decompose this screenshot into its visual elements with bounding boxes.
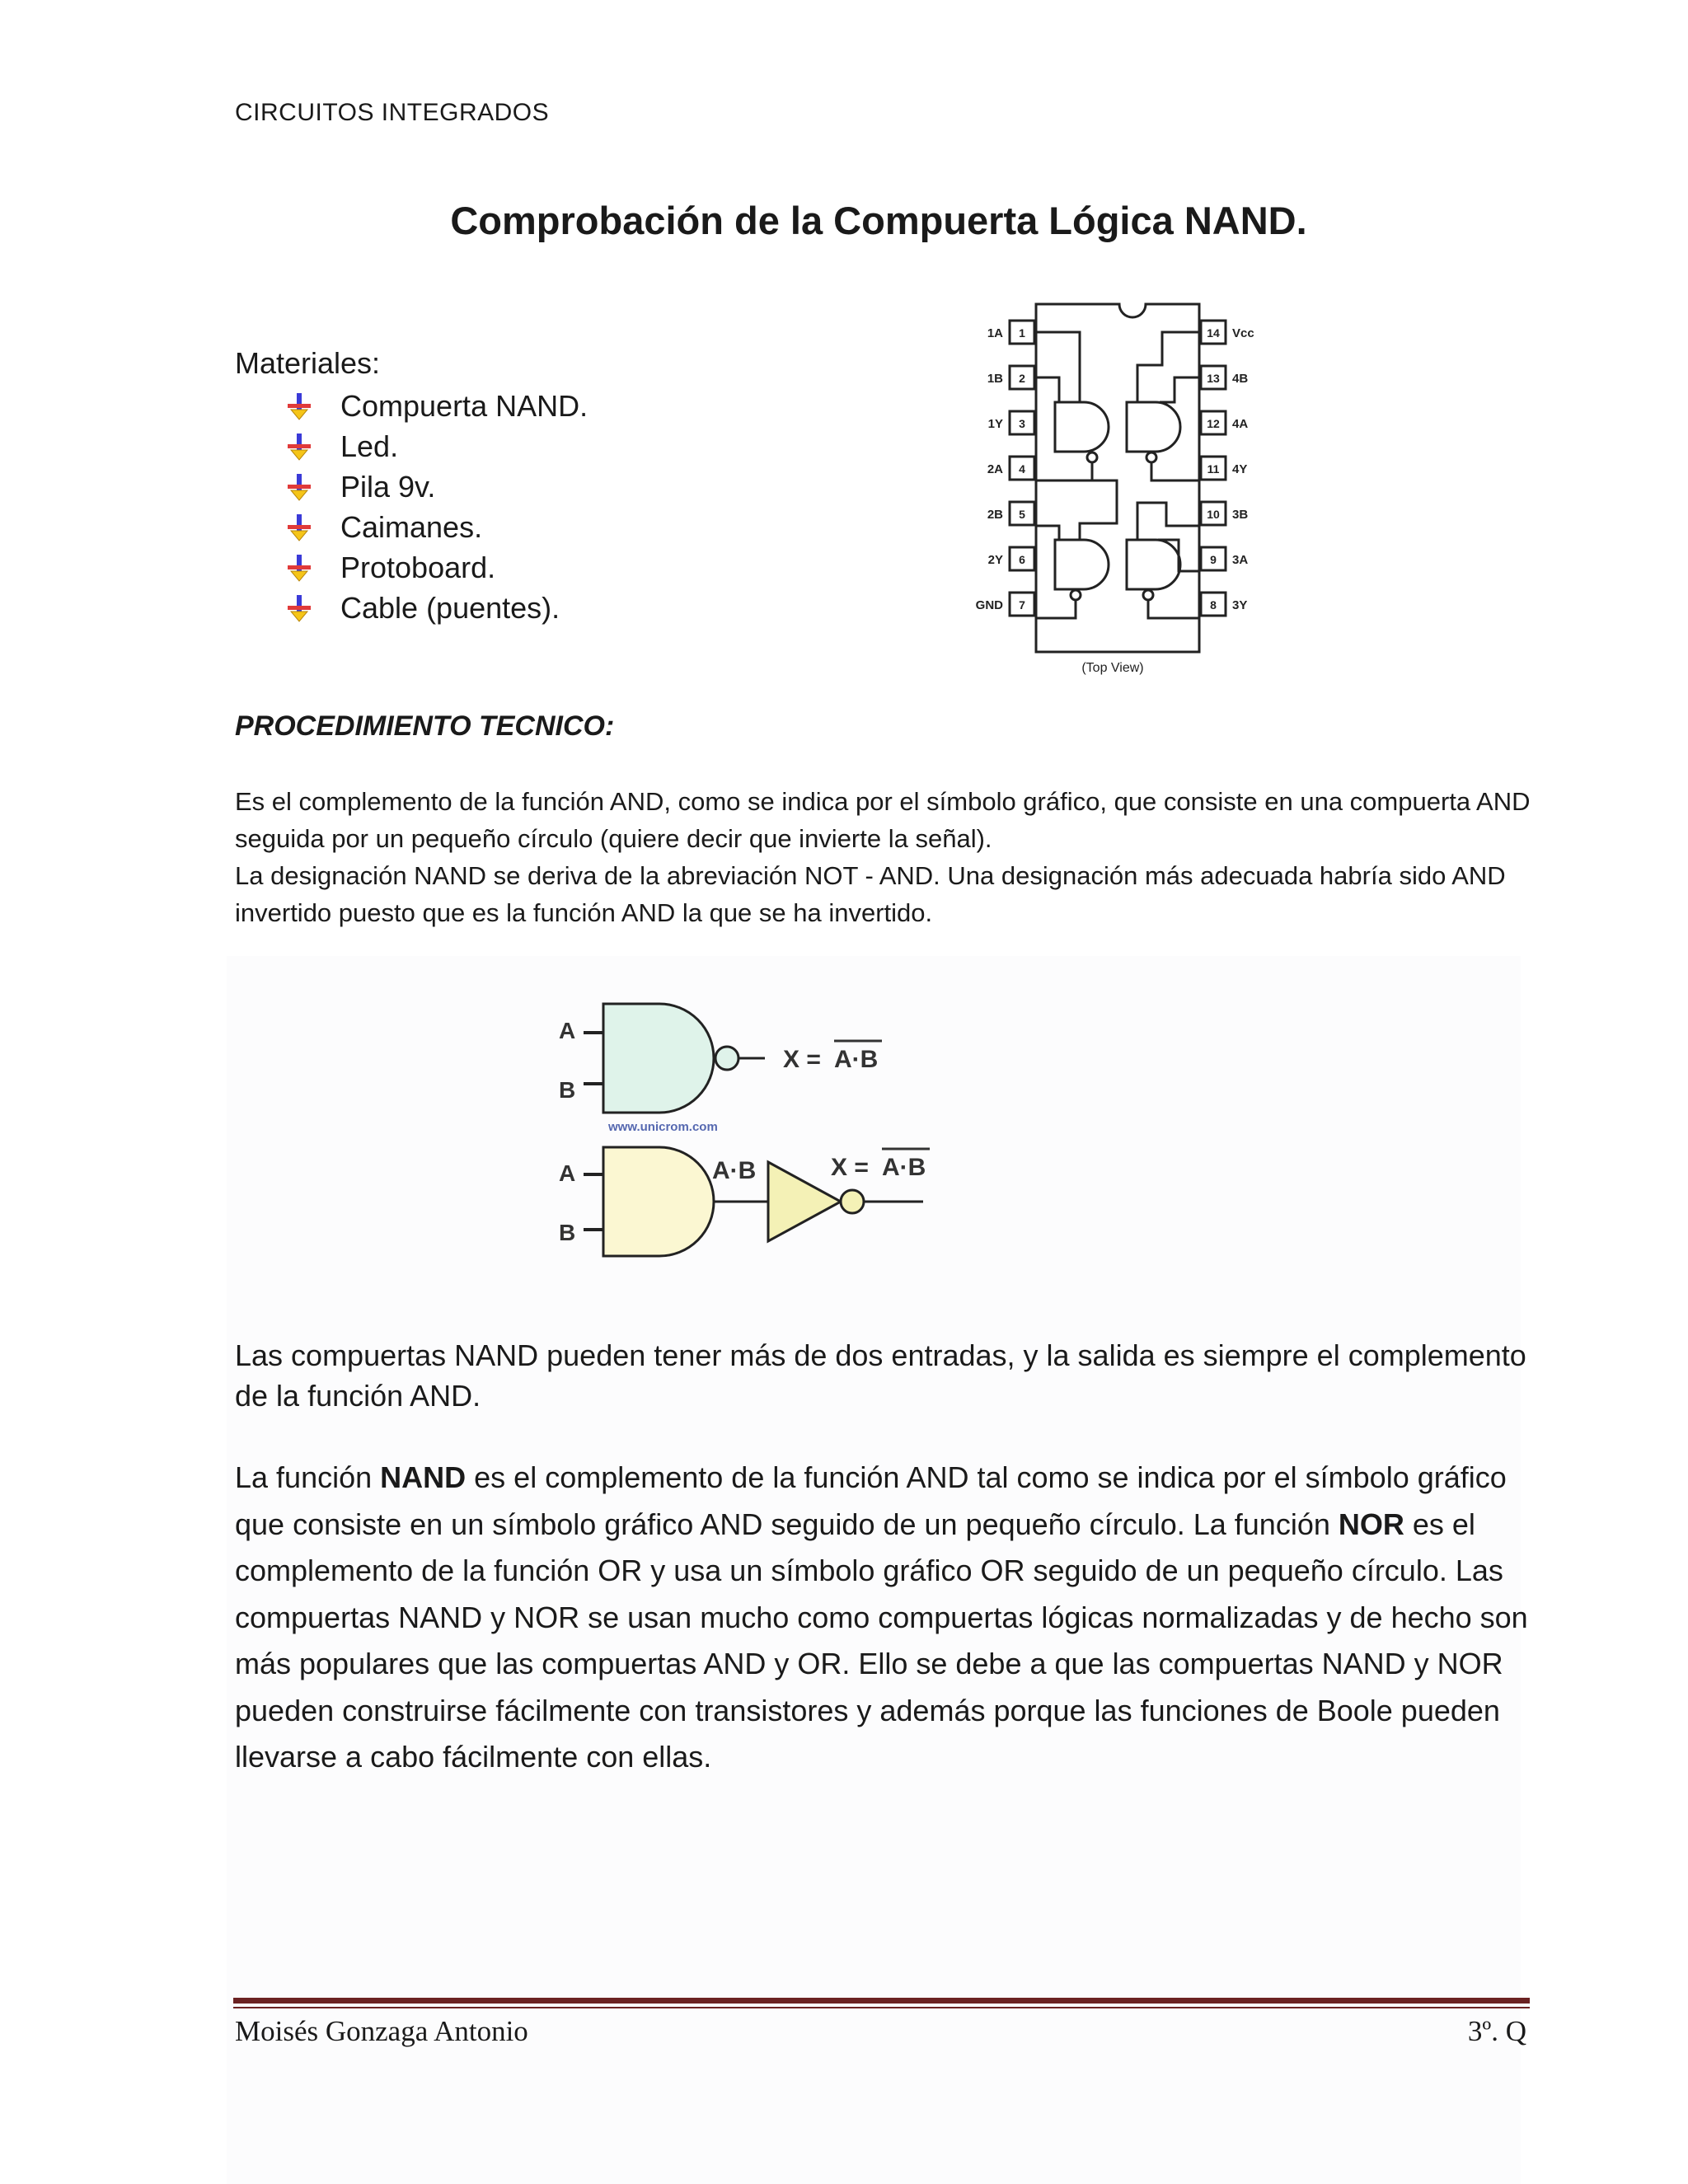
ic-pin-label: 1Y — [987, 417, 1003, 431]
right-pin-group — [1201, 321, 1254, 616]
ic-pin — [1201, 411, 1248, 434]
ic-pin-label: 1B — [987, 372, 1003, 386]
ic-pin-number: 2 — [1019, 372, 1025, 385]
ic-pin — [1201, 457, 1247, 480]
procedure-paragraph-1: Es el complemento de la función AND, como se indica por el símbolo gráfico, que consiste en una compuerta AND seguida por un pequeño círculo (quiere decir que invierte la señal). — [235, 787, 1531, 853]
ic-pin — [1201, 502, 1248, 525]
ic-pin-number: 7 — [1019, 598, 1025, 612]
and-gate-body — [603, 1147, 714, 1256]
ic-pin-label: 4B — [1232, 372, 1249, 386]
materials-item-label: Caimanes. — [340, 510, 483, 544]
materials-item-label: Pila 9v. — [340, 470, 436, 504]
and-input-b-label: B — [559, 1220, 576, 1245]
ic-pin — [976, 593, 1034, 616]
ic-7400-pinout-diagram — [952, 293, 1298, 680]
nand-gate-body — [603, 1004, 714, 1113]
ic-pin-label: 2A — [987, 462, 1003, 476]
ic-pin — [987, 366, 1034, 389]
page-header: CIRCUITOS INTEGRADOS — [235, 99, 550, 126]
arrow-down-bullet-icon — [284, 472, 314, 502]
materials-item — [284, 386, 588, 426]
arrow-down-bullet-icon — [284, 432, 314, 462]
not-gate-triangle — [768, 1162, 841, 1241]
procedure-paragraph-2: La designación NAND se deriva de la abreviación NOT - AND. Una designación más adecuada habría sido AND invertido puesto que es la función AND la que se ha invertido. — [235, 861, 1506, 927]
text-run: es el complemento de la función OR y usa un símbolo gráfico OR seguido de un pequeño círculo. Las compuertas NAND y NOR se usan mucho como compuertas lógicas normalizadas y de hecho son más populares que las compuertas AND y OR. Ello se debe a que las compuertas NAND y NOR pueden construirse fácilmente con transistores y además porque las funciones de Boole pueden llevarse a cabo fácilmente con ellas. — [235, 1507, 1528, 1774]
ic-pin-number: 3 — [1019, 417, 1025, 430]
ic-pin — [1201, 547, 1248, 570]
ic-pin — [1201, 366, 1248, 389]
ic-pin-number: 4 — [1019, 462, 1025, 476]
footer-rule-thick — [233, 1998, 1530, 2004]
ic-pin-label: 3A — [1232, 553, 1249, 567]
materials-item-label: Protoboard. — [340, 551, 496, 584]
ic-pin — [988, 411, 1034, 434]
ic-pin-label: 1A — [987, 326, 1003, 340]
ic-pin-number: 10 — [1207, 508, 1220, 521]
and-not-expression-prefix: X = — [831, 1154, 869, 1181]
procedure-text — [235, 783, 1554, 931]
nand-input-b-label: B — [559, 1077, 576, 1103]
bold-nand: NAND — [380, 1460, 467, 1494]
ic-pin — [1201, 321, 1254, 344]
ic-pin — [988, 547, 1034, 570]
procedure-heading: PROCEDIMIENTO TECNICO: — [235, 710, 615, 742]
nand-inversion-bubble — [715, 1047, 738, 1070]
ic-pin — [987, 321, 1034, 344]
not-inversion-bubble — [841, 1190, 864, 1213]
arrow-down-bullet-icon — [284, 513, 314, 542]
nand-expression-prefix: X = — [783, 1046, 821, 1073]
ic-pin-label: 4Y — [1232, 462, 1248, 476]
ic-pin-number: 13 — [1207, 372, 1220, 385]
materials-item-label: Cable (puentes). — [340, 591, 560, 625]
ic-pin-label: 2B — [987, 508, 1003, 522]
materials-item — [284, 466, 588, 507]
ic-pin-label: 2Y — [987, 553, 1003, 567]
watermark-text: www.unicrom.com — [608, 1120, 718, 1134]
text-run: es el complemento de la función AND tal como se indica por el símbolo gráfico que consiste en un símbolo gráfico AND seguido de un pequeño círculo. La función — [235, 1460, 1507, 1541]
arrow-down-bullet-icon — [284, 391, 314, 421]
materials-item — [284, 426, 588, 466]
ic-pin-number: 8 — [1210, 598, 1217, 612]
ic-pin — [1201, 593, 1247, 616]
bold-nor: NOR — [1338, 1507, 1404, 1541]
ic-pin — [987, 457, 1034, 480]
ic-pin — [987, 502, 1034, 525]
text-run: La función — [235, 1460, 381, 1494]
ic-pin-number: 5 — [1019, 508, 1025, 521]
materials-item — [284, 507, 588, 547]
and-input-a-label: A — [559, 1160, 576, 1186]
ic-pin-number: 11 — [1207, 462, 1220, 476]
arrow-down-bullet-icon — [284, 553, 314, 583]
and-output-label: A·B — [712, 1157, 757, 1184]
and-not-expression-overlined: A·B — [882, 1154, 926, 1181]
ic-caption: (Top View) — [1081, 661, 1144, 675]
ic-pin-number: 9 — [1210, 553, 1217, 566]
materials-item-label: Compuerta NAND. — [340, 389, 588, 423]
page-title: Comprobación de la Compuerta Lógica NAND. — [450, 199, 1307, 242]
materials-list — [284, 386, 588, 628]
nand-inputs-paragraph: Las compuertas NAND pueden tener más de dos entradas, y la salida es siempre el complemento de la función AND. — [235, 1338, 1526, 1413]
materials-heading: Materiales: — [235, 346, 381, 380]
ic-pin-label: 3Y — [1232, 598, 1248, 612]
materials-item — [284, 547, 588, 588]
ic-pin-number: 6 — [1019, 553, 1025, 566]
ic-pin-label: 4A — [1232, 417, 1249, 431]
materials-item — [284, 588, 588, 628]
ic-pin-number: 1 — [1019, 326, 1025, 340]
ic-pin-label: GND — [975, 598, 1003, 612]
chip-body — [1036, 304, 1199, 652]
footer-rule-thin — [233, 2007, 1530, 2008]
materials-item-label: Led. — [340, 429, 399, 463]
left-pin-group — [976, 321, 1034, 616]
nand-expression-overlined: A·B — [834, 1046, 879, 1073]
nand-input-a-label: A — [559, 1018, 576, 1043]
footer-page-label: 3º. Q — [1467, 2015, 1526, 2047]
footer-author: Moisés Gonzaga Antonio — [235, 2015, 528, 2047]
nand-gate-diagram — [536, 989, 964, 1269]
nand-nor-paragraph — [235, 1455, 1529, 1781]
ic-pin-label: 3B — [1232, 508, 1249, 522]
ic-pin-label: Vcc — [1232, 326, 1254, 340]
ic-pin-number: 14 — [1207, 326, 1220, 340]
ic-pin-number: 12 — [1207, 417, 1220, 430]
arrow-down-bullet-icon — [284, 593, 314, 623]
